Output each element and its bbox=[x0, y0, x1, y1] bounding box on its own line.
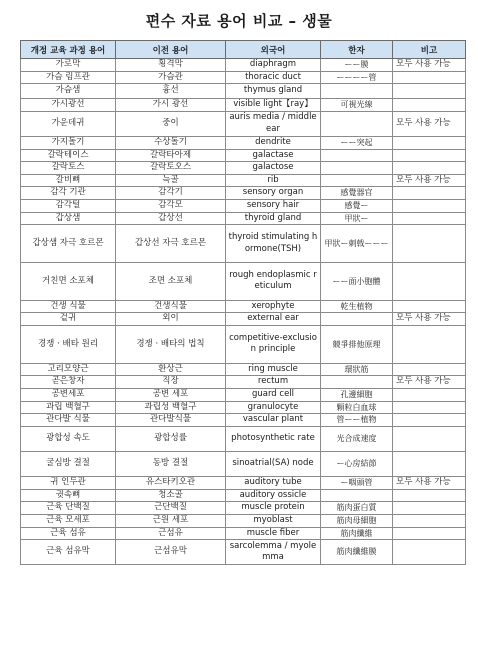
cell-revised: 갈락토스 bbox=[21, 162, 116, 175]
cell-note bbox=[393, 137, 466, 150]
cell-foreign: external ear bbox=[226, 313, 321, 326]
cell-revised: 과립 백혈구 bbox=[21, 401, 116, 414]
cell-previous: 중이 bbox=[116, 111, 226, 136]
cell-previous: 갑상선 bbox=[116, 212, 226, 225]
cell-foreign: auris media / middle ear bbox=[226, 111, 321, 136]
cell-hanja: ーー突起 bbox=[321, 137, 393, 150]
table-row bbox=[21, 363, 466, 376]
cell-note bbox=[393, 426, 466, 451]
cell-previous: 갈락타아제 bbox=[116, 149, 226, 162]
cell-previous: 동방 결절 bbox=[116, 451, 226, 476]
cell-revised: 갑상샘 자극 호르몬 bbox=[21, 225, 116, 263]
cell-hanja: 光合成速度 bbox=[321, 426, 393, 451]
cell-previous: 근원 세포 bbox=[116, 514, 226, 527]
table-row bbox=[21, 300, 466, 313]
cell-hanja: 可視光線 bbox=[321, 99, 393, 112]
cell-previous: 광합성률 bbox=[116, 426, 226, 451]
cell-foreign: sarcolemma / myolemma bbox=[226, 540, 321, 565]
header-previous-term: 이전 용어 bbox=[116, 41, 226, 59]
cell-foreign: vascular plant bbox=[226, 414, 321, 427]
cell-revised: 갑상샘 bbox=[21, 212, 116, 225]
table-row bbox=[21, 376, 466, 389]
table-row bbox=[21, 200, 466, 213]
cell-note bbox=[393, 84, 466, 99]
cell-hanja bbox=[321, 162, 393, 175]
cell-note bbox=[393, 414, 466, 427]
table-row bbox=[21, 326, 466, 364]
cell-foreign: auditory ossicle bbox=[226, 489, 321, 502]
cell-note bbox=[393, 212, 466, 225]
cell-foreign: galactose bbox=[226, 162, 321, 175]
cell-hanja: ー心房結節 bbox=[321, 451, 393, 476]
cell-hanja: 筋肉蛋白質 bbox=[321, 502, 393, 515]
cell-hanja: 孔邊細胞 bbox=[321, 388, 393, 401]
cell-hanja: 甲狀ー刺戟ーーー bbox=[321, 225, 393, 263]
cell-foreign: guard cell bbox=[226, 388, 321, 401]
cell-foreign: ring muscle bbox=[226, 363, 321, 376]
cell-revised: 관다발 식물 bbox=[21, 414, 116, 427]
cell-note bbox=[393, 326, 466, 364]
cell-hanja: 顆粒白血球 bbox=[321, 401, 393, 414]
cell-note bbox=[393, 99, 466, 112]
cell-note bbox=[393, 263, 466, 301]
table-header-row bbox=[21, 41, 466, 59]
table-row bbox=[21, 84, 466, 99]
cell-note bbox=[393, 187, 466, 200]
table-row bbox=[21, 212, 466, 225]
cell-previous: 흉선 bbox=[116, 84, 226, 99]
cell-note bbox=[393, 162, 466, 175]
table-row bbox=[21, 99, 466, 112]
cell-foreign: dendrite bbox=[226, 137, 321, 150]
cell-previous: 늑골 bbox=[116, 174, 226, 187]
table-row bbox=[21, 451, 466, 476]
cell-hanja: 感覺器官 bbox=[321, 187, 393, 200]
cell-foreign: thymus gland bbox=[226, 84, 321, 99]
cell-hanja: 筋肉母細胞 bbox=[321, 514, 393, 527]
cell-hanja bbox=[321, 84, 393, 99]
cell-previous: 횡격막 bbox=[116, 59, 226, 72]
cell-note bbox=[393, 540, 466, 565]
cell-note bbox=[393, 71, 466, 84]
cell-previous: 청소골 bbox=[116, 489, 226, 502]
table-row bbox=[21, 514, 466, 527]
cell-note bbox=[393, 300, 466, 313]
cell-hanja bbox=[321, 313, 393, 326]
cell-hanja bbox=[321, 111, 393, 136]
cell-foreign: thyroid gland bbox=[226, 212, 321, 225]
cell-hanja: 環狀筋 bbox=[321, 363, 393, 376]
table-row bbox=[21, 149, 466, 162]
cell-revised: 겉귀 bbox=[21, 313, 116, 326]
cell-revised: 가지돌기 bbox=[21, 137, 116, 150]
cell-revised: 근육 섬유 bbox=[21, 527, 116, 540]
cell-previous: 근섬유 bbox=[116, 527, 226, 540]
cell-previous: 직장 bbox=[116, 376, 226, 389]
cell-note bbox=[393, 502, 466, 515]
cell-revised: 가시광선 bbox=[21, 99, 116, 112]
cell-foreign: sensory organ bbox=[226, 187, 321, 200]
table-row bbox=[21, 174, 466, 187]
cell-hanja: 筋肉纖維 bbox=[321, 527, 393, 540]
cell-note bbox=[393, 489, 466, 502]
cell-note: 모두 사용 가능 bbox=[393, 111, 466, 136]
cell-note: 모두 사용 가능 bbox=[393, 174, 466, 187]
table-row bbox=[21, 426, 466, 451]
cell-revised: 고리모양근 bbox=[21, 363, 116, 376]
table-row bbox=[21, 111, 466, 136]
cell-revised: 가로막 bbox=[21, 59, 116, 72]
cell-foreign: muscle fiber bbox=[226, 527, 321, 540]
table-row bbox=[21, 59, 466, 72]
header-hanja: 한자 bbox=[321, 41, 393, 59]
page-title: 편수 자료 용어 비교 – 생물 bbox=[145, 12, 333, 30]
cell-revised: 경쟁 · 배타 원리 bbox=[21, 326, 116, 364]
cell-foreign: galactase bbox=[226, 149, 321, 162]
cell-previous: 감각모 bbox=[116, 200, 226, 213]
table-row bbox=[21, 187, 466, 200]
cell-revised: 곧은창자 bbox=[21, 376, 116, 389]
table-row bbox=[21, 502, 466, 515]
cell-previous: 조면 소포체 bbox=[116, 263, 226, 301]
cell-revised: 근육 섬유막 bbox=[21, 540, 116, 565]
cell-foreign: auditory tube bbox=[226, 477, 321, 490]
cell-note bbox=[393, 401, 466, 414]
cell-revised: 가운데귀 bbox=[21, 111, 116, 136]
cell-revised: 가슴 림프관 bbox=[21, 71, 116, 84]
cell-foreign: myoblast bbox=[226, 514, 321, 527]
cell-hanja: 管ーー植物 bbox=[321, 414, 393, 427]
cell-previous: 수상돌기 bbox=[116, 137, 226, 150]
cell-revised: 근육 단백질 bbox=[21, 502, 116, 515]
cell-hanja: 感覺ー bbox=[321, 200, 393, 213]
cell-note bbox=[393, 514, 466, 527]
cell-hanja bbox=[321, 149, 393, 162]
cell-hanja: 甲狀ー bbox=[321, 212, 393, 225]
cell-foreign: sinoatrial(SA) node bbox=[226, 451, 321, 476]
cell-revised: 귀 인두관 bbox=[21, 477, 116, 490]
table-row bbox=[21, 477, 466, 490]
cell-revised: 갈비뼈 bbox=[21, 174, 116, 187]
cell-revised: 가슴샘 bbox=[21, 84, 116, 99]
cell-note: 모두 사용 가능 bbox=[393, 477, 466, 490]
cell-foreign: rectum bbox=[226, 376, 321, 389]
cell-previous: 건생식물 bbox=[116, 300, 226, 313]
cell-previous: 환상근 bbox=[116, 363, 226, 376]
header-revised-term: 개정 교육 과정 용어 bbox=[21, 41, 116, 59]
cell-note bbox=[393, 363, 466, 376]
cell-note: 모두 사용 가능 bbox=[393, 376, 466, 389]
cell-previous: 근단백질 bbox=[116, 502, 226, 515]
cell-hanja bbox=[321, 489, 393, 502]
cell-note: 모두 사용 가능 bbox=[393, 59, 466, 72]
cell-foreign: sensory hair bbox=[226, 200, 321, 213]
cell-note bbox=[393, 200, 466, 213]
table-row bbox=[21, 137, 466, 150]
table-row bbox=[21, 162, 466, 175]
cell-note bbox=[393, 388, 466, 401]
cell-foreign: visible light【ray】 bbox=[226, 99, 321, 112]
cell-revised: 거친면 소포체 bbox=[21, 263, 116, 301]
table-row bbox=[21, 225, 466, 263]
cell-foreign: rough endoplasmic reticulum bbox=[226, 263, 321, 301]
cell-note: 모두 사용 가능 bbox=[393, 313, 466, 326]
cell-note bbox=[393, 527, 466, 540]
cell-foreign: rib bbox=[226, 174, 321, 187]
cell-hanja bbox=[321, 376, 393, 389]
table-body bbox=[21, 59, 466, 565]
table-row bbox=[21, 540, 466, 565]
cell-hanja: ーー膜 bbox=[321, 59, 393, 72]
cell-previous: 갑상선 자극 호르몬 bbox=[116, 225, 226, 263]
cell-previous: 가슴관 bbox=[116, 71, 226, 84]
cell-previous: 갈락토오스 bbox=[116, 162, 226, 175]
table-row bbox=[21, 313, 466, 326]
cell-hanja: ー咽頭管 bbox=[321, 477, 393, 490]
cell-previous: 감각기 bbox=[116, 187, 226, 200]
cell-previous: 가시 광선 bbox=[116, 99, 226, 112]
cell-revised: 감각털 bbox=[21, 200, 116, 213]
cell-previous: 관다발식물 bbox=[116, 414, 226, 427]
cell-hanja: ーー面小胞體 bbox=[321, 263, 393, 301]
cell-foreign: granulocyte bbox=[226, 401, 321, 414]
table-row bbox=[21, 263, 466, 301]
cell-revised: 근육 모세포 bbox=[21, 514, 116, 527]
cell-previous: 공변 세포 bbox=[116, 388, 226, 401]
cell-hanja: 筋肉纖維膜 bbox=[321, 540, 393, 565]
cell-hanja: 競爭排他原理 bbox=[321, 326, 393, 364]
cell-previous: 외이 bbox=[116, 313, 226, 326]
cell-revised: 감각 기관 bbox=[21, 187, 116, 200]
cell-foreign: photosynthetic rate bbox=[226, 426, 321, 451]
table-row bbox=[21, 401, 466, 414]
cell-revised: 귓속뼈 bbox=[21, 489, 116, 502]
table-row bbox=[21, 414, 466, 427]
cell-foreign: muscle protein bbox=[226, 502, 321, 515]
cell-previous: 근섬유막 bbox=[116, 540, 226, 565]
cell-revised: 굴심방 결절 bbox=[21, 451, 116, 476]
cell-revised: 공변세포 bbox=[21, 388, 116, 401]
header-note: 비고 bbox=[393, 41, 466, 59]
cell-foreign: thyroid stimulating hormone(TSH) bbox=[226, 225, 321, 263]
cell-hanja: 乾生植物 bbox=[321, 300, 393, 313]
term-comparison-table bbox=[20, 40, 466, 565]
table-row bbox=[21, 527, 466, 540]
cell-previous: 경쟁 · 배타의 법칙 bbox=[116, 326, 226, 364]
cell-previous: 유스타키오관 bbox=[116, 477, 226, 490]
cell-revised: 건생 식물 bbox=[21, 300, 116, 313]
cell-note bbox=[393, 451, 466, 476]
cell-revised: 갈락테이스 bbox=[21, 149, 116, 162]
table-row bbox=[21, 489, 466, 502]
cell-hanja bbox=[321, 174, 393, 187]
header-foreign-term: 외국어 bbox=[226, 41, 321, 59]
cell-hanja: ーーーー管 bbox=[321, 71, 393, 84]
cell-revised: 광합성 속도 bbox=[21, 426, 116, 451]
cell-foreign: xerophyte bbox=[226, 300, 321, 313]
table-row bbox=[21, 388, 466, 401]
cell-note bbox=[393, 225, 466, 263]
cell-foreign: diaphragm bbox=[226, 59, 321, 72]
cell-note bbox=[393, 149, 466, 162]
cell-previous: 과립성 백혈구 bbox=[116, 401, 226, 414]
cell-foreign: thoracic duct bbox=[226, 71, 321, 84]
cell-foreign: competitive-exclusion principle bbox=[226, 326, 321, 364]
table-row bbox=[21, 71, 466, 84]
